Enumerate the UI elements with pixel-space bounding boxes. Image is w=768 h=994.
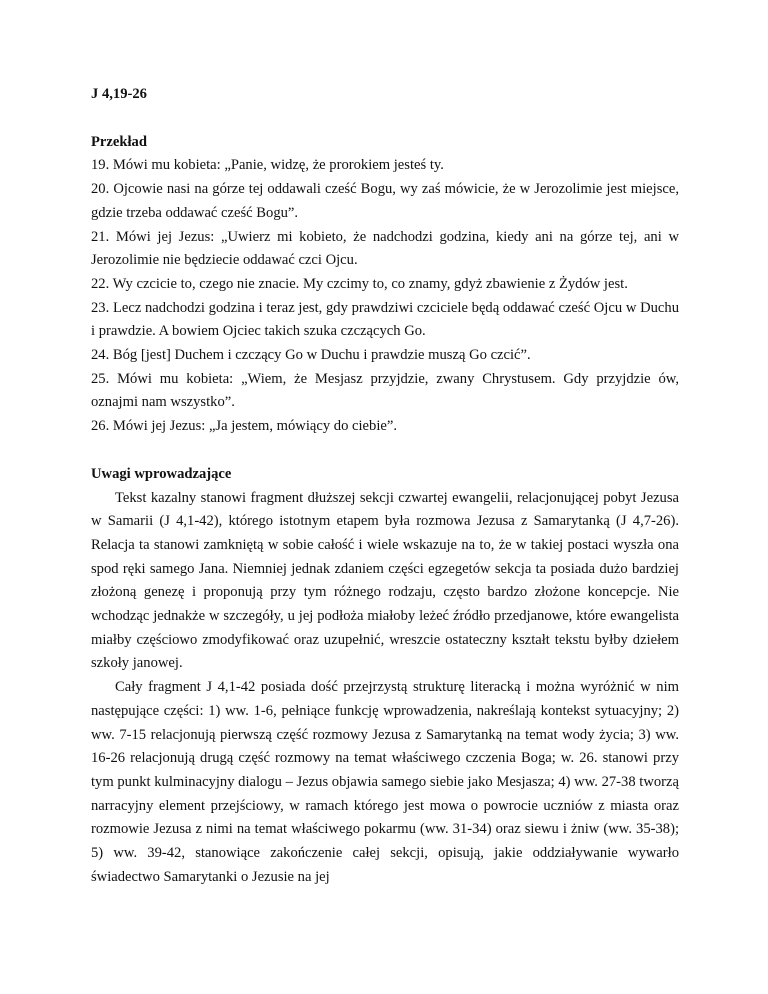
translation-heading: Przekład — [91, 133, 147, 150]
translation-verses — [91, 154, 679, 438]
verse-19: 19. Mówi mu kobieta: „Panie, widzę, że prorokiem jesteś ty. — [91, 157, 444, 174]
intro-heading: Uwagi wprowadzające — [91, 465, 232, 482]
verse-21: 21. Mówi jej Jezus: „Uwierz mi kobieto, że nadchodzi godzina, kiedy ani na górze tej, ani w Jerozolimie nie będziecie oddawać czci Ojcu. — [91, 228, 679, 269]
intro-paragraph-2: Cały fragment J 4,1-42 posiada dość przejrzystą strukturę literacką i można wyróżnić w nim następujące części: 1) ww. 1-6, pełniące funkcję wprowadzenia, nakreślają kontekst sytuacyjny; 2) ww. 7-15 relacjonują pierwszą część rozmowy Jezusa z Samarytanką na temat wody życia; 3) ww. 16-26 relacjonują drugą część rozmowy na temat właściwego czczenia Boga; w. 26. stanowi przy tym punkt kulminacyjny dialogu – Jezus objawia samego siebie jako Mesjasza; 4) ww. 27-38 tworzą narracyjny element przejściowy, w ramach którego jest mowa o powrocie uczniów z miasta oraz rozmowie Jezusa z nimi na temat właściwego pokarmu (ww. 31-34) oraz siewu i żniw (ww. 35-38); 5) ww. 39-42, stanowiące zakończenie całej sekcji, opisują, jakie oddziaływanie wywarło świadectwo Samarytanki o Jezusie na jej — [91, 679, 679, 885]
verse-20: 20. Ojcowie nasi na górze tej oddawali cześć Bogu, wy zaś mówicie, że w Jerozolimie jest miejsce, gdzie trzeba oddawać cześć Bogu”. — [91, 181, 679, 221]
verse-22: 22. Wy czcicie to, czego nie znacie. My czcimy to, co znamy, gdyż zbawienie z Żydów jest. — [91, 275, 628, 292]
verse-23: 23. Lecz nadchodzi godzina i teraz jest, gdy prawdziwi czciciele będą oddawać cześć Ojcu w Duchu i prawdzie. A bowiem Ojciec takich szuka czczących Go. — [91, 299, 679, 340]
verse-25: 25. Mówi mu kobieta: „Wiem, że Mesjasz przyjdzie, zwany Chrystusem. Gdy przyjdzie ów, oznajmi nam wszystko”. — [91, 370, 679, 411]
document-title: J 4,19-26 — [91, 86, 147, 102]
verse-24: 24. Bóg [jest] Duchem i czczący Go w Duchu i prawdzie muszą Go czcić”. — [91, 347, 531, 364]
document-page — [91, 0, 679, 890]
intro-body — [91, 487, 679, 890]
verse-26: 26. Mówi jej Jezus: „Ja jestem, mówiący do ciebie”. — [91, 418, 397, 435]
intro-paragraph-1: Tekst kazalny stanowi fragment dłuższej sekcji czwartej ewangelii, relacjonującej pobyt Jezusa w Samarii (J 4,1-42), którego istotnym etapem była rozmowa Jezusa z Samarytanką (J 4,7-26). Relacja ta stanowi zamkniętą w sobie całość i wiele wskazuje na to, że w takiej postaci wyszła ona spod ręki samego Jana. Niemniej jednak zdaniem części egzegetów sekcja ta posiada dużo bardziej złożoną genezę i proponują przy tym różnego rodzaju, często bardzo złożone koncepcje. Nie wchodząc jednakże w szczegóły, u jej podłoża miałoby leżeć źródło przedjanowe, które ewangelista miałby częściowo zmodyfikować oraz uzupełnić, wreszcie ostateczny kształt tekstu byłby dziełem szkoły janowej. — [91, 489, 679, 672]
